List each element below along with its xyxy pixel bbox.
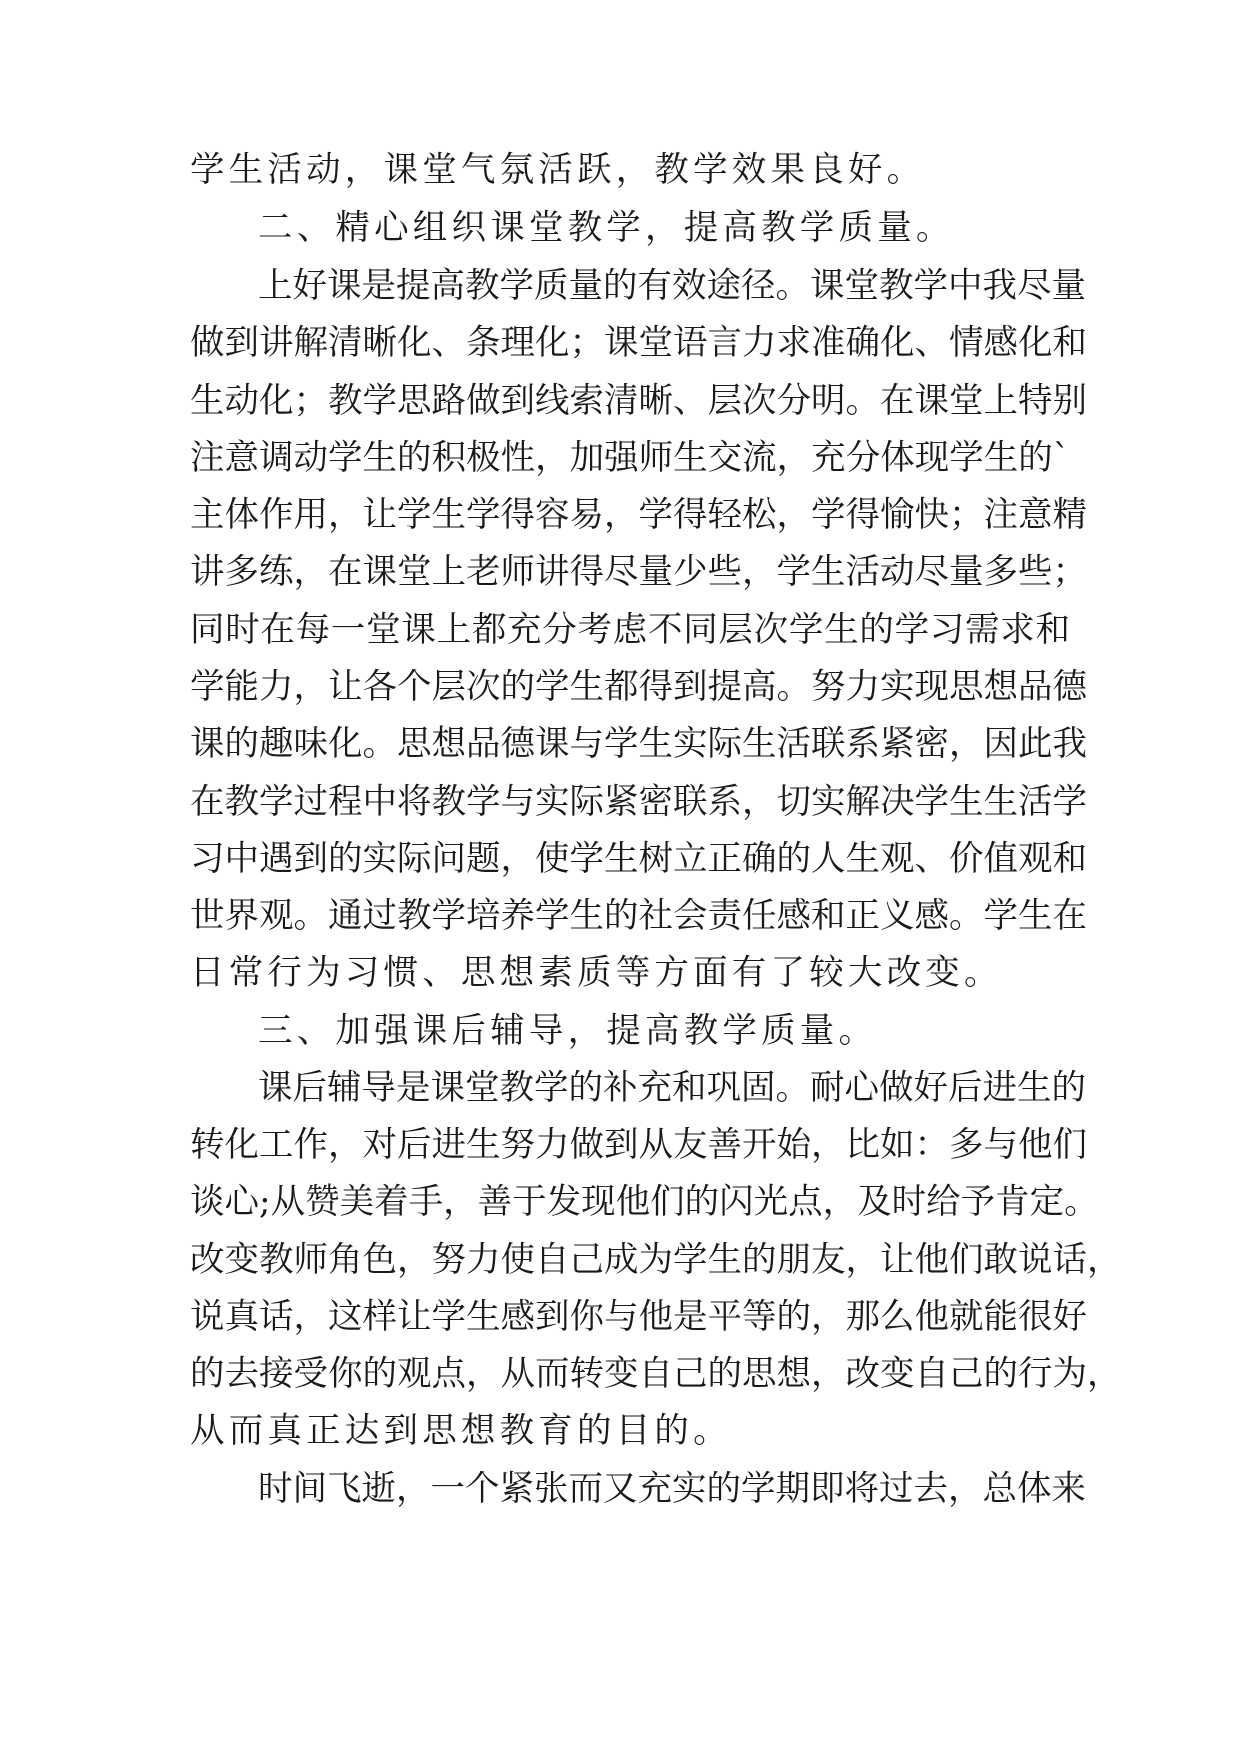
text-line: 谈心;从赞美着手，善于发现他们的闪光点，及时给予肯定。 xyxy=(190,1182,1099,1222)
text-line: 日常行为习惯、思想素质等方面有了较大改变。 xyxy=(190,953,1003,993)
text-line: 上好课是提高教学质量的有效途径。课堂教学中我尽量 xyxy=(258,266,1086,306)
text-line: 的去接受你的观点，从而转变自己的思想，改变自己的行为， xyxy=(190,1354,1122,1394)
text-line: 习中遇到的实际问题，使学生树立正确的人生观、价值观和 xyxy=(190,839,1087,879)
text-line: 同时在每一堂课上都充分考虑不同层次学生的学习需求和 xyxy=(190,610,1070,650)
text-line: 改变教师角色，努力使自己成为学生的朋友，让他们敢说话， xyxy=(190,1240,1122,1280)
text-line: 做到讲解清晰化、条理化；课堂语言力求准确化、情感化和 xyxy=(190,323,1087,363)
text-line: 转化工作，对后进生努力做到从友善开始，比如：多与他们 xyxy=(190,1125,1087,1165)
text-line: 课后辅导是课堂教学的补充和巩固。耐心做好后进生的 xyxy=(258,1068,1086,1108)
text-line: 世界观。通过教学培养学生的社会责任感和正义感。学生在 xyxy=(190,896,1087,936)
section-heading: 二、精心组织课堂教学，提高教学质量。 xyxy=(258,208,955,248)
text-line: 主体作用，让学生学得容易，学得轻松，学得愉快；注意精 xyxy=(190,495,1087,535)
text-line: 时间飞逝，一个紧张而又充实的学期即将过去，总体来 xyxy=(258,1469,1086,1509)
text-line: 生动化；教学思路做到线索清晰、层次分明。在课堂上特别 xyxy=(190,381,1087,421)
text-line: 在教学过程中将教学与实际紧密联系，切实解决学生生活学 xyxy=(190,782,1087,822)
text-line: 注意调动学生的积极性，加强师生交流，充分体现学生的` xyxy=(190,438,1070,478)
section-heading: 三、加强课后辅导，提高教学质量。 xyxy=(258,1011,878,1051)
text-line: 学生活动，课堂气氛活跃，教学效果良好。 xyxy=(190,150,926,190)
text-line: 学能力，让各个层次的学生都得到提高。努力实现思想品德 xyxy=(190,667,1087,707)
text-line: 课的趣味化。思想品德课与学生实际生活联系紧密，因此我 xyxy=(190,724,1087,764)
text-line: 讲多练，在课堂上老师讲得尽量少些，学生活动尽量多些； xyxy=(190,552,1087,592)
text-line: 从而真正达到思想教育的目的。 xyxy=(190,1411,732,1451)
text-line: 说真话，这样让学生感到你与他是平等的，那么他就能很好 xyxy=(190,1297,1087,1337)
